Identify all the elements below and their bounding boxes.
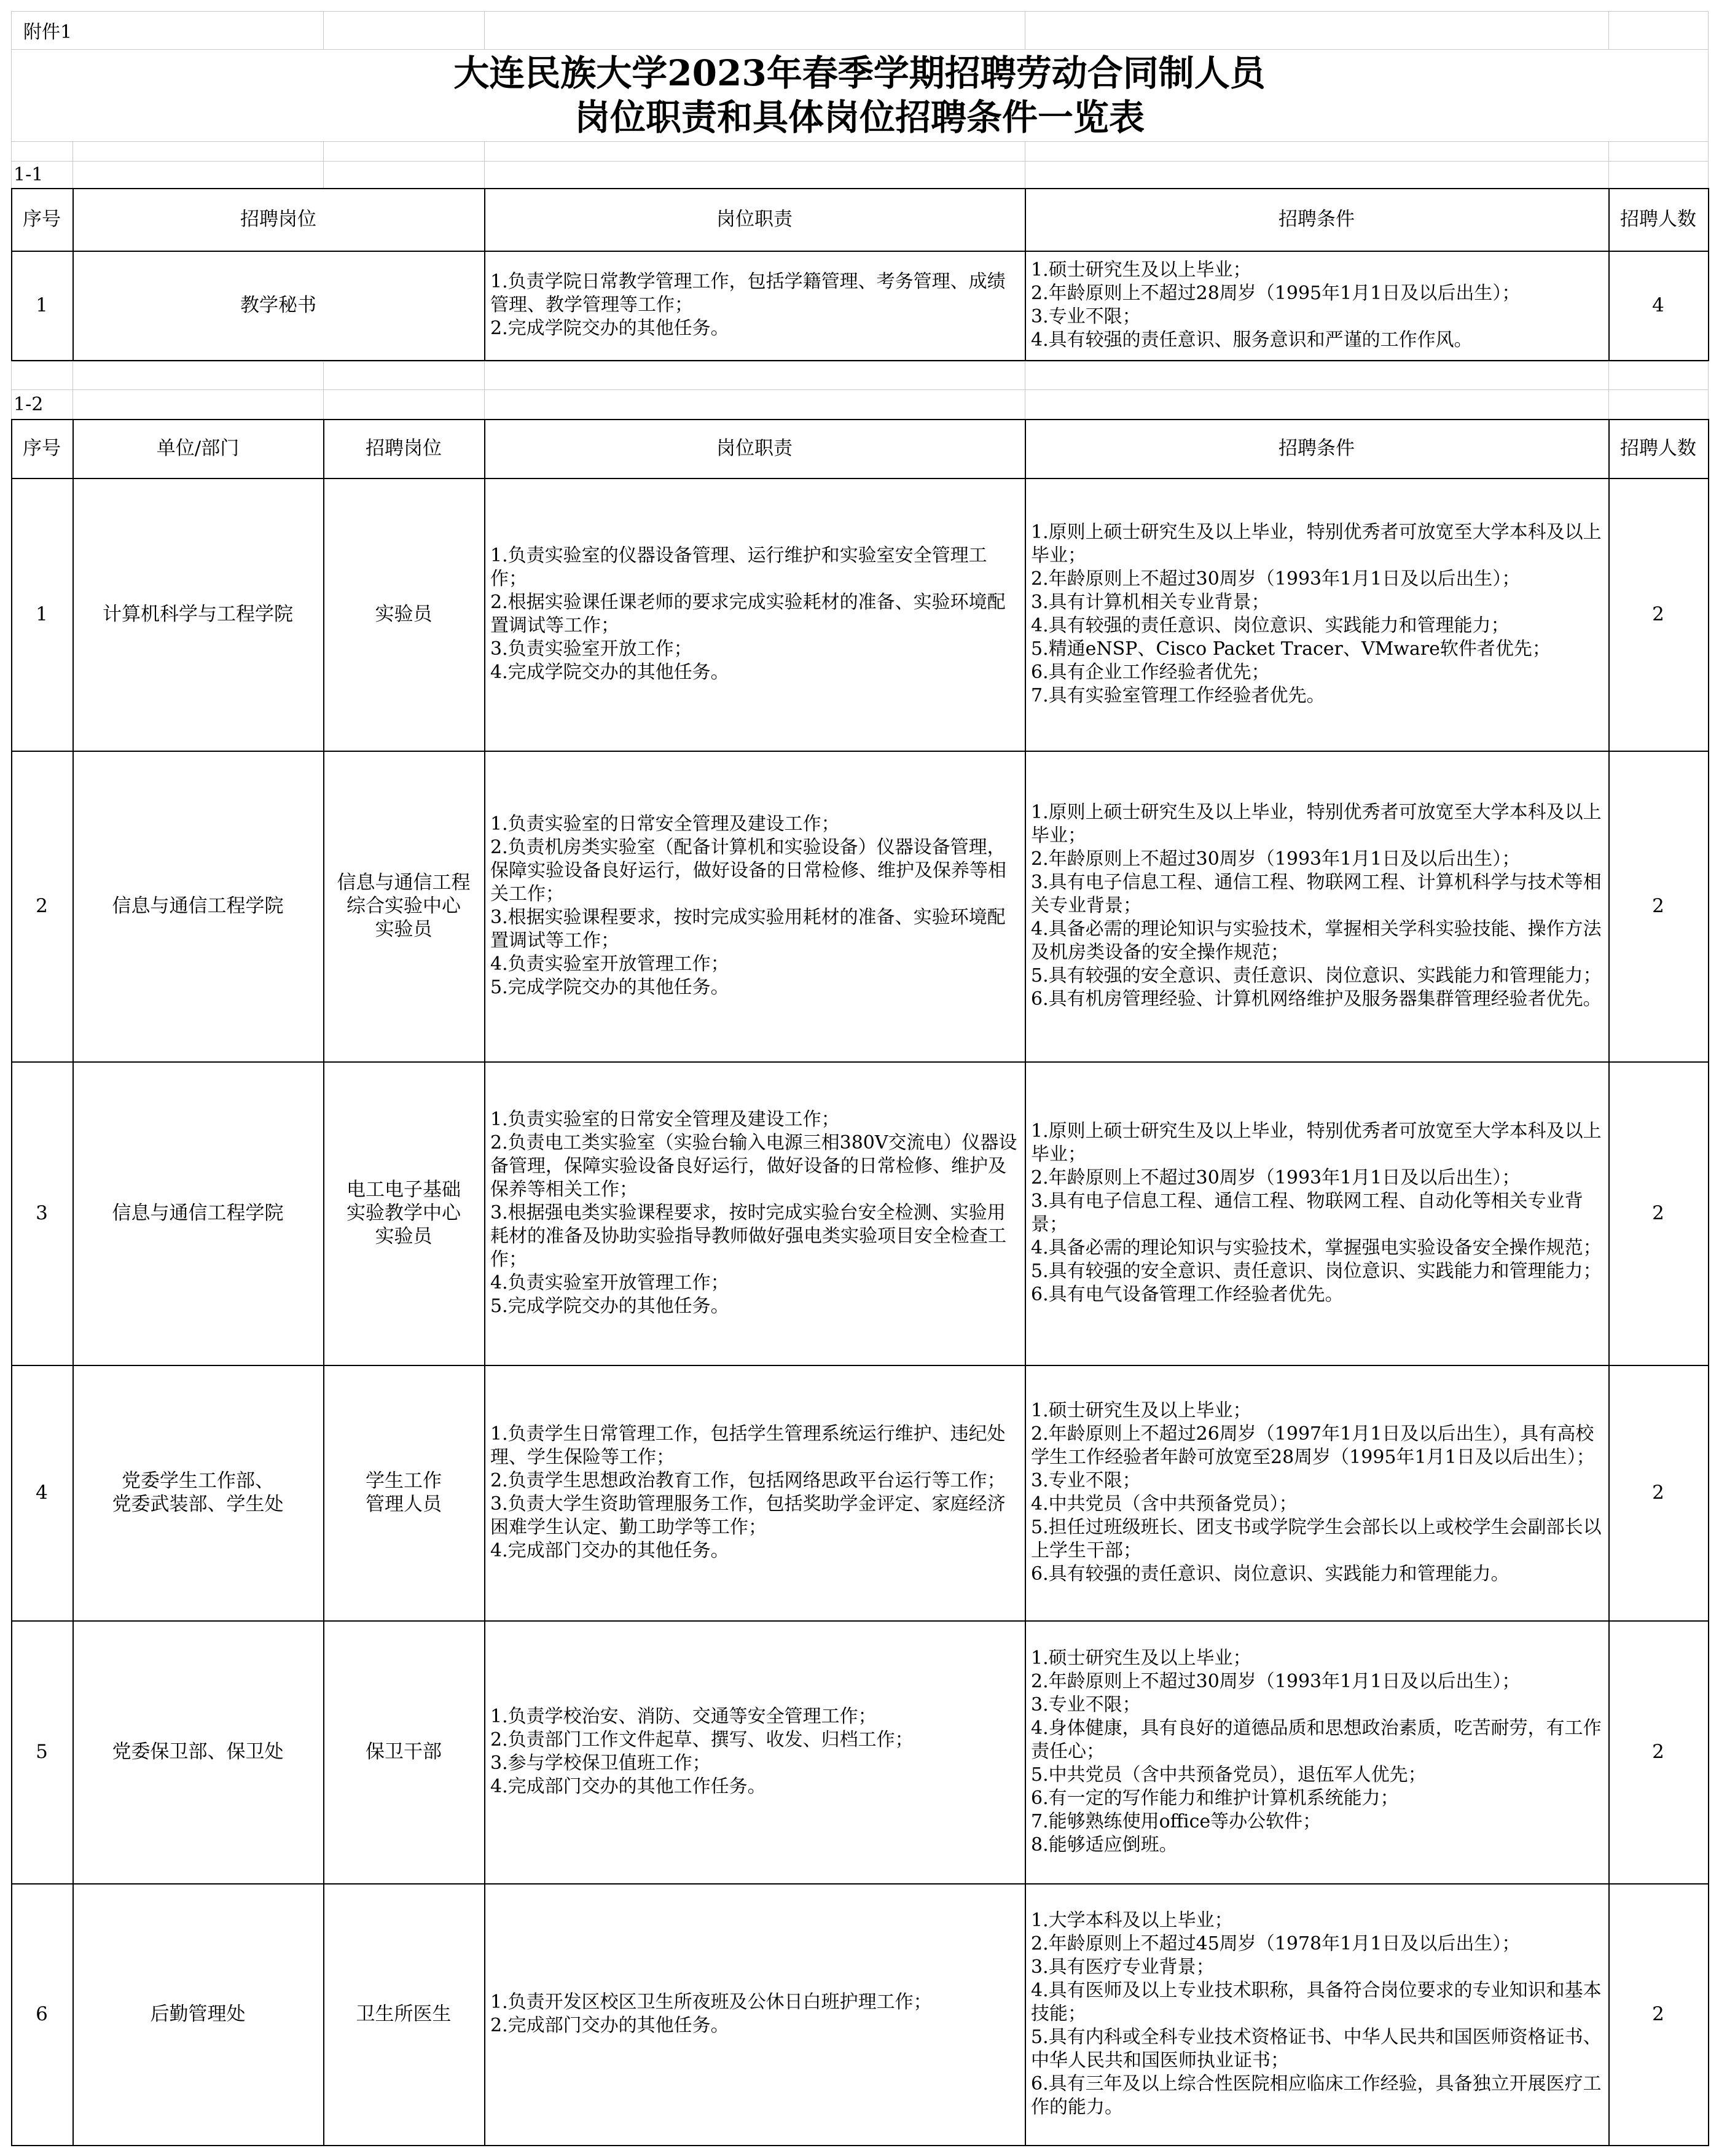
- gridline: [323, 141, 324, 188]
- cell-seq: 1: [36, 294, 48, 316]
- section-1-label: 1-1: [14, 163, 44, 186]
- cell-position: 保卫干部: [366, 1741, 442, 1763]
- gridline: [11, 361, 1708, 362]
- header-conditions: 招聘条件: [1278, 208, 1355, 230]
- header-unit: 单位/部门: [156, 437, 240, 459]
- header-position: 招聘岗位: [240, 208, 316, 230]
- cell-position: 信息与通信工程 综合实验中心 实验员: [337, 872, 471, 940]
- gridline: [484, 11, 485, 49]
- cell-conditions: 1.原则上硕士研究生及以上毕业，特别优秀者可放宽至大学本科及以上毕业； 2.年龄原则上不超过30周岁（1993年1月1日及以后出生）； 3.具有电子信息工程、通信工程、物联网工程、自动化等相关专业背景； 4.具备必需的理论知识与实验技术，掌握强电实验设备安全操作规范； 5.具有较强的安全意识、责任意识、岗位意识、实践能力和管理能力； 6.具有电气设备管理工作经验者优先。: [1031, 1120, 1602, 1305]
- gridline: [11, 141, 1708, 142]
- cell-duties: 1.负责实验室的日常安全管理及建设工作； 2.负责机房类实验室（配备计算机和实验设备）仪器设备管理，保障实验设备良好运行，做好设备的日常检修、维护及保养等相关工作； 3.根据实验课程要求，按时完成实验用耗材的准备、实验环境配置调试等工作； 4.负责实验室开放管理工作； 5.完成学院交办的其他任务。: [490, 813, 1006, 998]
- cell-unit: 党委保卫部、保卫处: [112, 1741, 284, 1763]
- cell-count: 2: [1652, 895, 1664, 917]
- header-duties: 岗位职责: [716, 208, 793, 230]
- cell-duties: 1.负责实验室的仪器设备管理、运行维护和实验室安全管理工作； 2.根据实验课任课老师的要求完成实验耗材的准备、实验环境配置调试等工作； 3.负责实验室开放工作； 4.完成学院交办的其他任务。: [490, 545, 1006, 683]
- cell-conditions: 1.大学本科及以上毕业； 2.年龄原则上不超过45周岁（1978年1月1日及以后出生）； 3.具有医疗专业背景； 4.具有医师及以上专业技术职称，具备符合岗位要求的专业知识和基本技能； 5.具有内科或全科专业技术资格证书、中华人民共和国医师资格证书、中华人民共和国医师执业证书； 6.具有三年及以上综合性医院相应临床工作经验，具备独立开展医疗工作的能力。: [1031, 1910, 1602, 2118]
- gridline: [484, 141, 485, 188]
- title-line-1: 大连民族大学2023年春季学期招聘劳动合同制人员: [453, 52, 1266, 94]
- cell-count: 2: [1652, 1202, 1664, 1224]
- cell-count: 4: [1652, 294, 1664, 316]
- cell-conditions: 1.硕士研究生及以上毕业； 2.年龄原则上不超过26周岁（1997年1月1日及以后出生），具有高校学生工作经验者年龄可放宽至28周岁（1995年1月1日及以后出生）； 3.专业不限； 4.中共党员（含中共预备党员）； 5.担任过班级班长、团支书或学院学生会部长以上或校学生会副部长以上学生干部； 6.具有较强的责任意识、岗位意识、实践能力和管理能力。: [1031, 1400, 1602, 1585]
- cell-duties: 1.负责学生日常管理工作，包括学生管理系统运行维护、违纪处理、学生保险等工作； 2.负责学生思想政治教育工作，包括网络思政平台运行等工作； 3.负责大学生资助管理服务工作，包括奖助学金评定、家庭经济困难学生认定、勤工助学等工作； 4.完成部门交办的其他任务。: [490, 1423, 1006, 1561]
- gridline: [484, 361, 485, 419]
- cell-seq: 5: [36, 1741, 48, 1763]
- cell-seq: 3: [36, 1202, 48, 1224]
- cell-seq: 1: [36, 603, 48, 625]
- cell-conditions: 1.原则上硕士研究生及以上毕业，特别优秀者可放宽至大学本科及以上毕业； 2.年龄原则上不超过30周岁（1993年1月1日及以后出生）； 3.具有计算机相关专业背景； 4.具有较强的责任意识、岗位意识、实践能力和管理能力； 5.精通eNSP、Cisco Packet Tracer、VMware软件者优先； 6.具有企业工作经验者优先； 7.具有实验室管理工作经验者优先。: [1031, 521, 1602, 706]
- gridline: [323, 361, 324, 419]
- cell-count: 2: [1652, 603, 1664, 625]
- cell-seq: 6: [36, 2003, 48, 2025]
- table-border: [1708, 188, 1709, 361]
- cell-position: 学生工作 管理人员: [366, 1470, 442, 1515]
- cell-duties: 1.负责实验室的日常安全管理及建设工作； 2.负责电工类实验室（实验台输入电源三相380V交流电）仪器设备管理，保障实验设备良好运行，做好设备的日常检修、维护及保养等相关工作； 3.根据强电类实验课程要求，按时完成实验台安全检测、实验用耗材的准备及协助实验指导教师做好强电类实验项目安全检查工作； 4.负责实验室开放管理工作； 5.完成学院交办的其他任务。: [490, 1109, 1017, 1317]
- cell-position: 卫生所医生: [356, 2003, 452, 2025]
- table-border: [11, 360, 1708, 361]
- table-border: [11, 2145, 1708, 2146]
- cell-position: 实验员: [375, 603, 433, 625]
- cell-unit: 计算机科学与工程学院: [103, 603, 293, 625]
- cell-count: 2: [1652, 1741, 1664, 1763]
- cell-unit: 后勤管理处: [150, 2003, 246, 2025]
- header-seq: 序号: [23, 208, 61, 230]
- cell-seq: 2: [36, 895, 48, 917]
- header-position: 招聘岗位: [366, 437, 442, 459]
- cell-duties: 1.负责学院日常教学管理工作，包括学籍管理、考务管理、成绩管理、教学管理等工作； 2.完成学院交办的其他任务。: [490, 271, 1006, 339]
- cell-unit: 信息与通信工程学院: [112, 1202, 284, 1224]
- gridline: [1608, 141, 1609, 188]
- title-line-2: 岗位职责和具体岗位招聘条件一览表: [574, 96, 1145, 138]
- gridline: [11, 49, 1708, 50]
- cell-conditions: 1.硕士研究生及以上毕业； 2.年龄原则上不超过28周岁（1995年1月1日及以后出生）； 3.专业不限； 4.具有较强的责任意识、服务意识和严谨的工作作风。: [1031, 259, 1521, 351]
- attachment-label: 附件1: [23, 21, 72, 43]
- cell-duties: 1.负责开发区校区卫生所夜班及公休日白班护理工作； 2.完成部门交办的其他任务。: [490, 1991, 932, 2036]
- section-2-label: 1-2: [14, 393, 44, 415]
- gridline: [1608, 11, 1609, 49]
- gridline: [323, 11, 324, 49]
- cell-count: 2: [1652, 2003, 1664, 2025]
- gridline: [1608, 361, 1609, 419]
- cell-unit: 信息与通信工程学院: [112, 895, 284, 917]
- cell-unit: 党委学生工作部、 党委武装部、学生处: [112, 1470, 284, 1515]
- table-border: [1708, 419, 1709, 2146]
- cell-count: 2: [1652, 1482, 1664, 1504]
- header-conditions: 招聘条件: [1278, 437, 1355, 459]
- cell-duties: 1.负责学校治安、消防、交通等安全管理工作； 2.负责部门工作文件起草、撰写、收发、归档工作； 3.参与学校保卫值班工作； 4.完成部门交办的其他工作任务。: [490, 1706, 914, 1797]
- cell-conditions: 1.原则上硕士研究生及以上毕业，特别优秀者可放宽至大学本科及以上毕业； 2.年龄原则上不超过30周岁（1993年1月1日及以后出生）； 3.具有电子信息工程、通信工程、物联网工程、计算机科学与技术等相关专业背景； 4.具备必需的理论知识与实验技术，掌握相关学科实验技能、操作方法及机房类设备的安全操作规范； 5.具有较强的安全意识、责任意识、岗位意识、实践能力和管理能力； 6.具有机房管理经验、计算机网络维护及服务器集群管理经验者优先。: [1031, 802, 1602, 1010]
- header-count: 招聘人数: [1620, 437, 1696, 459]
- cell-seq: 4: [36, 1482, 48, 1504]
- header-duties: 岗位职责: [716, 437, 793, 459]
- document-title: [11, 50, 1708, 140]
- cell-position: 电工电子基础 实验教学中心 实验员: [347, 1179, 461, 1248]
- cell-position: 教学秘书: [240, 294, 316, 316]
- header-count: 招聘人数: [1620, 208, 1696, 230]
- cell-conditions: 1.硕士研究生及以上毕业； 2.年龄原则上不超过30周岁（1993年1月1日及以后出生）； 3.专业不限； 4.身体健康，具有良好的道德品质和思想政治素质，吃苦耐劳，有工作责任心； 5.中共党员（含中共预备党员），退伍军人优先； 6.有一定的写作能力和维护计算机系统能力； 7.能够熟练使用office等办公软件； 8.能够适应倒班。: [1031, 1647, 1602, 1856]
- header-seq: 序号: [23, 437, 61, 459]
